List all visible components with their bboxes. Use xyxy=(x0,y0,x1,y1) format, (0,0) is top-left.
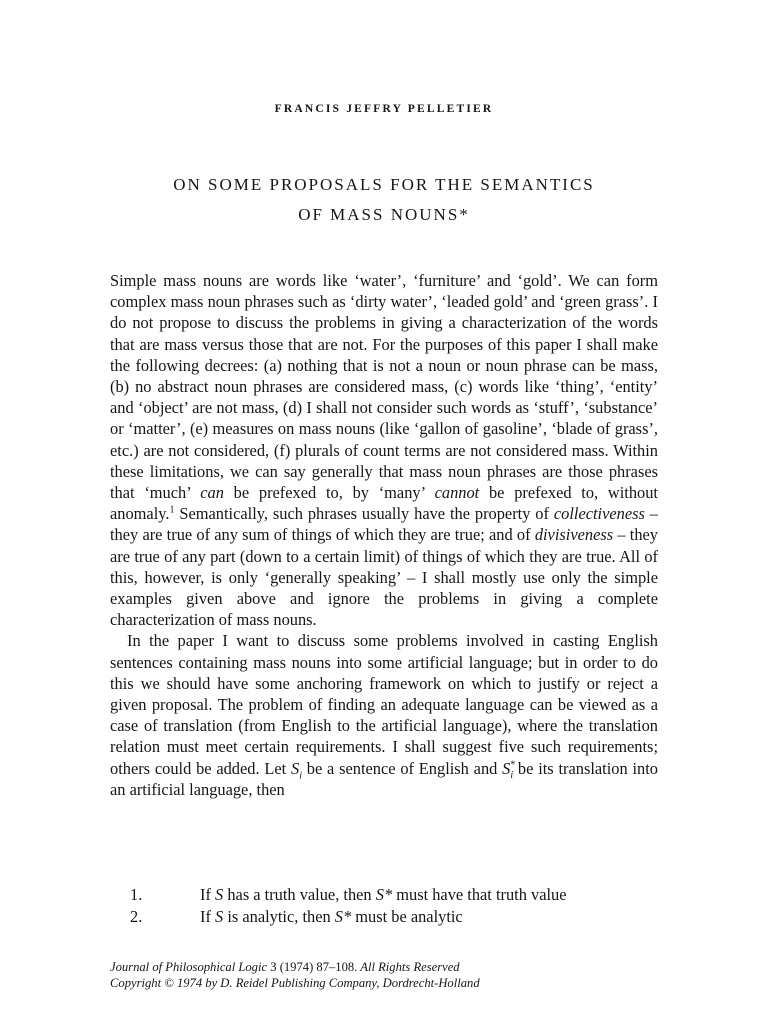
footnote-ref: 1 xyxy=(169,504,175,516)
paragraph-1: Simple mass nouns are words like ‘water’, ‘furniture’ and ‘gold’. We can form complex mass noun phrases such as ‘dirty water’, ‘leaded gold’ and ‘green grass’. I do not propose to discuss the problems in giving a characterization of the words that are mass versus those that are not. For the purposes of this paper I shall make the following decrees: (a) nothing that is not a noun or noun phrase can be mass, (b) no abstract noun phrases are considered mass, (c) words like ‘thing’, ‘entity’ and ‘object’ are not mass, (d) I shall not consider such words as ‘stuff’, ‘substance’ or ‘matter’, (e) measures on mass nouns (like ‘gallon of gasoline’, ‘blade of grass’, etc.) are not considered, (f) plurals of count terms are not considered mass. Within these limitations, we can say generally that mass noun phrases are those phrases that ‘much’ can be prefexed to, by ‘many’ cannot be prefexed to, without anomaly.$^1$ Semantically, such phrases usually have the property of collectiveness – they are true of any sum of things of which they are true; and of divisiveness – they are true of any part (down to a certain limit) of things of which they are true. All of this, however, is only ‘generally speaking’ – I shall mostly use only the simple examples given above and ignore the problems in giving a complete characterization of mass nouns. xyxy=(110,271,658,630)
emphasis-cannot: cannot xyxy=(434,483,480,503)
title-line-1: ON SOME PROPOSALS FOR THE SEMANTICS xyxy=(173,175,595,194)
title-line-2: OF MASS NOUNS* xyxy=(298,205,470,224)
author-name: FRANCIS JEFFRY PELLETIER xyxy=(274,103,494,115)
journal-citation: Journal of Philosophical Logic 3 (1974) 87–108. All Rights Reserved xyxy=(110,960,460,974)
paper-title xyxy=(0,170,768,230)
paragraph-2: In the paper I want to discuss some problems involved in casting English sentences containing mass nouns into some artificial language; but in order to do this we should have some anchoring framework on which to justify or reject a given proposal. The problem of finding an adequate language can be viewed as a case of translation (from English to the artificial language), where the translation relation must meet certain requirements. I shall suggest five such requirements; others could be added. Let $S_i$ be a sentence of English and $S^*_i$ be its translation into an artificial language, then xyxy=(110,631,658,799)
page-footer xyxy=(110,959,670,991)
requirements-list xyxy=(130,884,670,927)
list-item: 2. If S is analytic, then S* must be analytic xyxy=(130,906,463,926)
emphasis-divisiveness: divisiveness xyxy=(534,525,614,545)
copyright-line: Copyright © 1974 by D. Reidel Publishing Company, Dordrecht-Holland xyxy=(110,976,480,990)
emphasis-can: can xyxy=(200,483,224,503)
list-item: 1. If S has a truth value, then S* must have that truth value xyxy=(130,885,567,904)
body-text xyxy=(110,270,658,800)
emphasis-collectiveness: collectiveness xyxy=(553,504,645,524)
